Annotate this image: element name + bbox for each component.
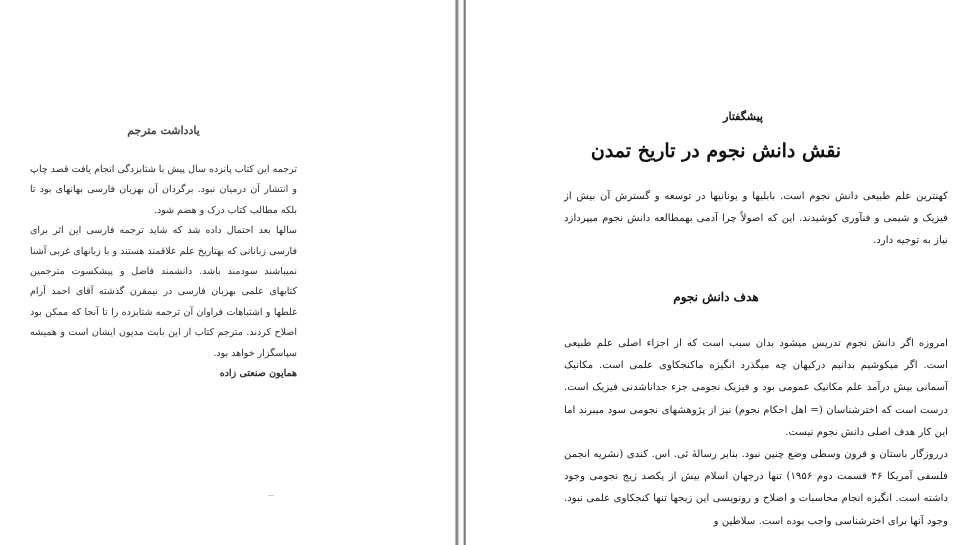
scan-speck — [268, 495, 274, 496]
translator-note-body — [30, 160, 297, 384]
intro-paragraph: کهنترین علم طبیعی دانش نجوم است. بابلیها و یونانیها در توسعه و گسترش آن بیش از فیزیک و شیمی و فنآوری کوشیدند. این که اصولاً چرا آدمی بهمطالعه دانش نجوم میپردازد نیاز به توجیه دارد. — [564, 191, 948, 247]
left-page — [0, 0, 455, 545]
section-paragraph-1: امروزه اگر دانش نجوم تدریس میشود بدان سبب است که از اجزاء اصلی علم طبیعی است. اگر میکوشیم بدانیم درکیهان چه میگذرد انگیزه ماکنجکاوی علمی است. مکانیک آسمانی بیش درآمد علم مکانیک عمومی بود و فیزیک نجومی جزء جداناشدنی فیزیک است. درست است که اخترشناسان (= اهل احکام نجوم) نیز از پژوهشهای نجومی سود میبرند اما این کار هدف اصلی دانش نجوم نیست. — [564, 338, 948, 438]
chapter-title: نقش دانش نجوم در تاریخ تمدن — [590, 140, 842, 162]
section-paragraph-2: درروزگار باستان و قرون وسطی وضع چنین نبود. بنابر رسالهٔ ئی. اس. کندی (نشریه انجمن فلسفی آمریکا ۴۶ قسمت دوم ۱۹۵۶) تنها درجهان اسلام بیش از یکصد زیج نجومی وجود داشته است. انگیزه انجام محاسبات و اصلاح و رونویسی این زیجها تنها کنجکاوی علمی نبود. وجود آنها برای اخترشناسی واجب بوده است. سلاطین و — [564, 449, 948, 527]
translator-note-paragraph-1: ترجمه این کتاب پانزده سال پیش با شتابزدگی انجام یافت قصد چاپ و انتشار آن درمیان نبود. برگردان آن بهزبان فارسی بهانهای بود تا بلکه مطالب کتاب درک و هضم شود. — [30, 164, 297, 216]
section-heading: هدف دانش نجوم — [673, 290, 759, 304]
right-page — [466, 0, 958, 545]
section-body — [564, 333, 948, 533]
book-spine — [455, 0, 466, 545]
translator-note-paragraph-2: سالها بعد احتمال داده شد که شاید ترجمه فارسی این اثر برای فارسی زبانانی که بهتاریخ علم علاقمند هستند و با زبانهای غربی آشنا نمیباشند سودمند باشد. دانشمند فاضل و پیشکسوت مترجمین کتابهای علمی بهزبان فارسی در نیمقرن گذشته آقای احمد آرام غلطها و اشتباهات فراوان آن ترجمه شتابزده را تا آنجا که ممکن بود اصلاح کردند. مترجم کتاب از این بابت مدیون ایشان است و همیشه سپاسگزار خواهد بود. — [30, 225, 297, 359]
translator-note-title: یادداشت مترجم — [127, 124, 200, 137]
preface-label: پیشگفتار — [723, 110, 763, 123]
intro-block — [564, 186, 948, 253]
translator-signature: همایون صنعتی زاده — [219, 368, 297, 380]
